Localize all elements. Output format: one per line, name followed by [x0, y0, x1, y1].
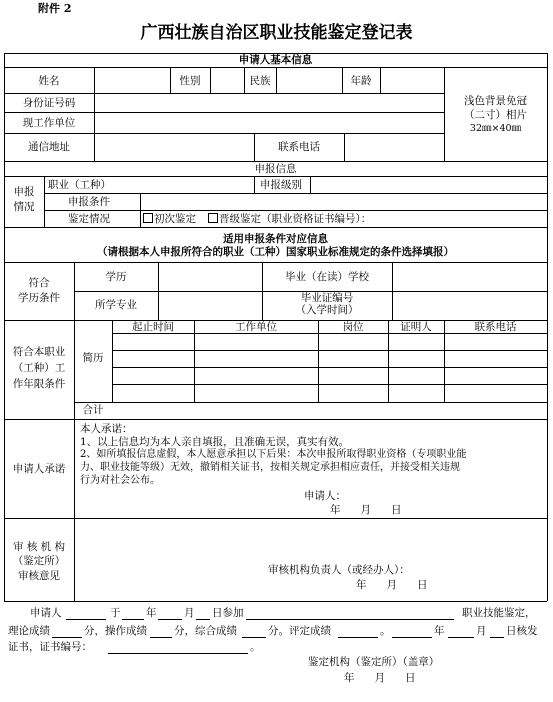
total-field[interactable]	[113, 403, 547, 418]
footer-theory-blank[interactable]	[52, 637, 82, 638]
footer-day-blank[interactable]	[196, 619, 210, 620]
gender-field[interactable]	[212, 70, 242, 90]
footer-skill-exam: 职业技能鉴定，	[462, 607, 536, 619]
footer-day-issue: 日核发	[506, 625, 538, 637]
apply-side-label-1: 申报	[13, 186, 35, 198]
conditions-title: 适用申报条件对应信息	[223, 233, 328, 245]
footer-dot: 。	[380, 625, 391, 637]
pledge-intro: 本人承诺：	[80, 423, 133, 435]
edu-condition-label-1: 符合	[28, 277, 50, 289]
work-condition-label-3: 作年限条件	[12, 378, 66, 390]
cert-number-field[interactable]	[394, 293, 544, 318]
footer-eval: 分。评定成绩	[268, 625, 331, 637]
footer-eval-blank[interactable]	[338, 637, 378, 638]
footer-year-blank[interactable]	[122, 619, 144, 620]
first-appraisal-label: 初次鉴定	[154, 213, 196, 225]
review-date: 年 月 日	[356, 579, 428, 591]
pledge-item-2-line-1: 2、如所填报信息虚假，本人愿意承担以下后果：本次申报所取得职业资格（专项职业能	[80, 449, 467, 460]
review-label-2: （鉴定所）	[12, 555, 66, 567]
major-field[interactable]	[160, 293, 260, 318]
footer-skill-blank[interactable]	[246, 619, 454, 620]
name-field[interactable]	[96, 70, 168, 90]
age-field[interactable]	[382, 70, 442, 90]
col-witness: 证明人	[400, 321, 432, 333]
employer-field[interactable]	[96, 114, 442, 131]
ethnicity-field[interactable]	[278, 70, 340, 90]
pledge-signature-field[interactable]	[350, 488, 470, 502]
status-label: 鉴定情况	[68, 213, 110, 225]
footer-day2-blank[interactable]	[490, 637, 504, 638]
gender-label: 性别	[179, 75, 201, 87]
footer-op: 分，操作成绩	[84, 625, 147, 637]
pledge-date: 年 月 日	[330, 504, 402, 516]
resume-row[interactable]	[113, 351, 547, 367]
condition-label: 申报条件	[68, 196, 110, 208]
address-field[interactable]	[96, 135, 252, 159]
edu-condition-label-2: 学历条件	[18, 292, 60, 304]
footer-month2: 月	[476, 625, 487, 637]
id-number-field[interactable]	[96, 95, 442, 111]
pledge-item-2-line-2: 力、职业技能等级）无效，撤销相关证书，按相关规定承担相应责任，并接受相关违规	[80, 462, 460, 473]
col-period: 起止时间	[132, 321, 174, 333]
col-employer: 工作单位	[235, 321, 277, 333]
footer-date: 年 月 日	[344, 672, 416, 684]
footer-op-blank[interactable]	[150, 637, 172, 638]
condition-field[interactable]	[142, 195, 544, 209]
photo-note-1: 浅色背景免冠	[464, 95, 527, 107]
footer-year2: 年	[434, 625, 445, 637]
table-right-border	[547, 53, 548, 601]
review-opinion-field[interactable]	[76, 520, 545, 560]
age-label: 年龄	[350, 75, 372, 87]
footer-comp: 分，综合成绩	[174, 625, 237, 637]
footer-yu: 于	[110, 607, 121, 619]
footer-year: 年	[146, 607, 157, 619]
photo-note-2: （二寸）相片	[464, 109, 527, 121]
resume-label: 简历	[82, 352, 104, 364]
review-label-1: 审 核 机 构	[12, 541, 65, 553]
apply-info-header: 申报信息	[254, 163, 297, 175]
apply-side-label-2: 情况	[13, 201, 35, 213]
footer-dot2: 。	[250, 641, 261, 653]
first-appraisal-option[interactable]	[143, 213, 196, 225]
work-condition-label-2: （工种）工	[12, 362, 66, 374]
pledge-item-1: 1、以上信息均为本人亲自填报，且准确无误，真实有效。	[80, 436, 350, 448]
photo-note-3: 32㎜×40㎜	[469, 123, 522, 134]
work-condition-label-1: 符合本职业	[12, 346, 66, 358]
footer-applicant-blank[interactable]	[66, 619, 106, 620]
promotion-appraisal-checkbox[interactable]	[208, 213, 218, 223]
promotion-appraisal-option[interactable]	[208, 213, 371, 225]
col-position: 岗位	[342, 321, 364, 333]
school-label: 毕业（在读）学校	[285, 271, 369, 283]
occupation-label: 职业（工种）	[48, 179, 111, 191]
footer-cert-number-blank[interactable]	[108, 653, 248, 654]
attachment-label: 附件 2	[38, 2, 72, 15]
pledge-item-2-line-3: 行为对社会公布。	[80, 475, 160, 486]
school-field[interactable]	[394, 264, 544, 289]
pledge-label: 申请人承诺	[12, 463, 66, 475]
footer-year2-blank[interactable]	[392, 637, 432, 638]
total-label: 合计	[82, 404, 104, 416]
phone-field[interactable]	[346, 135, 442, 159]
basic-info-header: 申请人基本信息	[238, 54, 313, 66]
footer-day-attend: 日参加	[212, 607, 244, 619]
page-title: 广西壮族自治区职业技能鉴定登记表	[140, 23, 413, 43]
footer-month2-blank[interactable]	[448, 637, 474, 638]
promotion-appraisal-label: 晋级鉴定（职业资格证书编号）：	[219, 213, 372, 225]
footer-applicant: 申请人	[30, 607, 62, 619]
education-field[interactable]	[160, 264, 260, 289]
ethnicity-label: 民族	[249, 75, 271, 87]
first-appraisal-checkbox[interactable]	[143, 213, 153, 223]
pledge-signer-label: 申请人：	[304, 490, 346, 502]
phone-label: 联系电话	[278, 141, 320, 153]
level-field[interactable]	[312, 178, 544, 192]
major-label: 所学专业	[95, 299, 137, 311]
review-signer-label: 审核机构负责人（或经办人）：	[268, 564, 410, 576]
conditions-subtitle: （请根据本人申报所符合的职业（工种）国家职业标准规定的条件选择填报）	[97, 246, 454, 258]
level-label: 申报级别	[260, 179, 302, 191]
occupation-field[interactable]	[140, 178, 250, 192]
col-phone: 联系电话	[474, 321, 517, 333]
name-label: 姓名	[38, 75, 60, 87]
resume-row[interactable]	[113, 368, 547, 384]
resume-row[interactable]	[113, 334, 547, 350]
cert-number-label-2: （入学时间）	[295, 304, 359, 316]
id-number-label: 身份证号码	[22, 97, 76, 109]
footer-month-blank[interactable]	[158, 619, 182, 620]
footer-issuer: 鉴定机构（鉴定所）（盖章）	[308, 656, 440, 668]
footer-theory: 理论成绩	[8, 625, 50, 637]
resume-row[interactable]	[113, 385, 547, 401]
education-label: 学历	[105, 271, 127, 283]
employer-label: 现工作单位	[22, 117, 76, 129]
review-label-3: 审核意见	[18, 570, 60, 582]
address-label: 通信地址	[28, 141, 70, 153]
footer-month: 月	[184, 607, 195, 619]
footer-comp-blank[interactable]	[242, 637, 266, 638]
cert-number-label-1: 毕业证编号	[300, 292, 354, 304]
footer-cert-label: 证书，证书编号：	[8, 641, 92, 653]
